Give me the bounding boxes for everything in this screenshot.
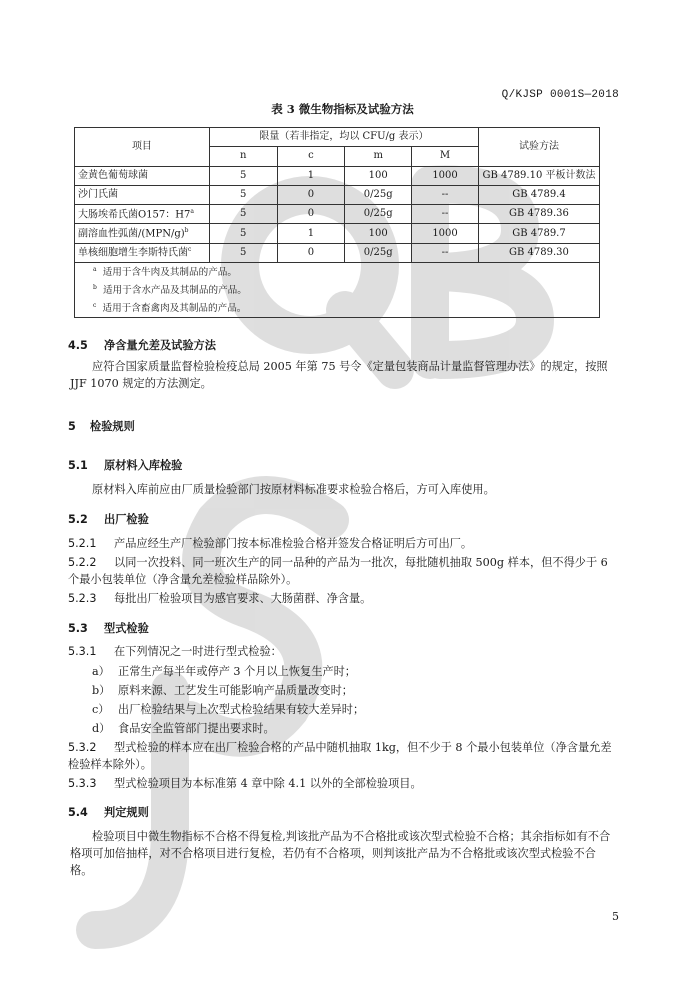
section-5-1-heading: 5.1 原材料入库检验 [68, 459, 183, 472]
cell-item: 大肠埃希氏菌O157：H7 [78, 209, 191, 220]
cell-n: 5 [209, 224, 277, 243]
cell-method: GB 4789.4 [478, 185, 599, 204]
cell-item: 副溶血性弧菌/(MPN/g) [78, 228, 185, 240]
cell-c: 0 [277, 185, 345, 204]
cell-m: 0/25g [345, 205, 412, 224]
footnote-ref: c [188, 246, 192, 254]
header-c: c [277, 147, 345, 166]
cell-method: GB 4789.7 [478, 224, 599, 243]
cell-item: 金黄色葡萄球菌 [78, 169, 148, 181]
section-5-4-paragraph: 检验项目中微生物指标不合格不得复检,判该批产品为不合格批或该次型式检验不合格；其余指标如有不合格项可加倍抽样，对不合格项目进行复检，若仍有不合格项，则判该批产品为不合格批或该次型式检验不合格。 [70, 830, 611, 877]
clause-5-2-1: 5.2.1 产品应经生产厂检验部门按本标准检验合格并签发合格证明后方可出厂。 [68, 537, 473, 550]
list-item: c） 出厂检验结果与上次型式检验结果有较大差异时； [92, 703, 365, 716]
cell-c: 1 [277, 166, 345, 185]
table-row [75, 224, 600, 243]
clause-5-2-3: 5.2.3 每批出厂检验项目为感官要求、大肠菌群、净含量。 [68, 592, 372, 605]
cell-m: 100 [345, 224, 412, 243]
cell-M: -- [412, 243, 479, 262]
cell-c: 0 [277, 243, 345, 262]
header-M: M [412, 147, 479, 166]
cell-M: -- [412, 185, 479, 204]
header-item: 项目 [75, 128, 210, 167]
list-item: d） 食品安全监管部门提出要求时。 [92, 722, 275, 735]
header-method: 试验方法 [478, 128, 599, 167]
cell-n: 5 [209, 205, 277, 224]
cell-n: 5 [209, 243, 277, 262]
section-5-1-paragraph: 原材料入库前应由厂质量检验部门按原材料标准要求检验合格后，方可入库使用。 [92, 483, 495, 496]
footnote-ref: b [184, 226, 189, 234]
cell-c: 0 [277, 205, 345, 224]
clause-5-3-3: 5.3.3 型式检验项目为本标准第 4 章中除 4.1 以外的全部检验项目。 [68, 777, 422, 790]
clause-5-3-2: 5.3.2 型式检验的样本应在出厂检验合格的产品中随机抽取 1kg，但不少于 8 个最小包装单位（净含量允差检验样本除外）。 [68, 741, 612, 771]
clause-5-3-1: 5.3.1 在下列情况之一时进行型式检验： [68, 645, 282, 658]
table-row [75, 243, 600, 262]
header-limit: 限量（若非指定，均以 CFU/g 表示） [209, 128, 478, 147]
document-id: Q/KJSP 0001S—2018 [501, 89, 619, 101]
page-number: 5 [612, 910, 619, 923]
list-item: a） 正常生产每半年或停产 3 个月以上恢复生产时； [92, 665, 356, 678]
header-m: m [345, 147, 412, 166]
footnote-ref: a [190, 207, 194, 215]
table-caption: 表 3 微生物指标及试验方法 [271, 102, 414, 116]
cell-item: 单核细胞增生李斯特氏菌 [78, 247, 188, 259]
cell-n: 5 [209, 166, 277, 185]
table-footnote: $^c$ 适用于含畜禽肉及其制品的产品。 [75, 299, 600, 318]
section-5-heading: 5 检验规则 [68, 420, 135, 433]
section-4-5-heading: 4.5 净含量允差及试验方法 [68, 339, 216, 352]
cell-method: GB 4789.36 [478, 205, 599, 224]
clause-5-2-2: 5.2.2 以同一次投料、同一班次生产的同一品种的产品为一批次，每批随机抽取 500g 样本，但不得少于 6 个最小包装单位（净含量允差检验样品除外）。 [68, 556, 608, 586]
table-footnote: $^b$ 适用于含水产品及其制品的产品。 [75, 281, 600, 299]
section-5-2-heading: 5.2 出厂检验 [68, 513, 149, 526]
cell-m: 0/25g [345, 185, 412, 204]
cell-method: GB 4789.10 平板计数法 [478, 166, 599, 185]
cell-m: 0/25g [345, 243, 412, 262]
cell-m: 100 [345, 166, 412, 185]
table-row [75, 166, 600, 185]
list-item: b） 原料来源、工艺发生可能影响产品质量改变时； [92, 684, 353, 697]
table-row [75, 185, 600, 204]
section-5-3-heading: 5.3 型式检验 [68, 622, 149, 635]
cell-M: 1000 [412, 224, 479, 243]
cell-method: GB 4789.30 [478, 243, 599, 262]
cell-n: 5 [209, 185, 277, 204]
cell-M: -- [412, 205, 479, 224]
header-n: n [209, 147, 277, 166]
table-row [75, 205, 600, 224]
table-footnote: $^a$ 适用于含牛肉及其制品的产品。 [75, 263, 600, 282]
cell-c: 1 [277, 224, 345, 243]
cell-M: 1000 [412, 166, 479, 185]
section-4-5-paragraph: 应符合国家质量监督检验检疫总局 2005 年第 75 号令《定量包装商品计量监督管理办法》的规定，按照 JJF 1070 规定的方法测定。 [70, 360, 608, 390]
cell-item: 沙门氏菌 [78, 189, 118, 201]
section-5-4-heading: 5.4 判定规则 [68, 806, 149, 819]
microbiology-table [74, 127, 600, 318]
